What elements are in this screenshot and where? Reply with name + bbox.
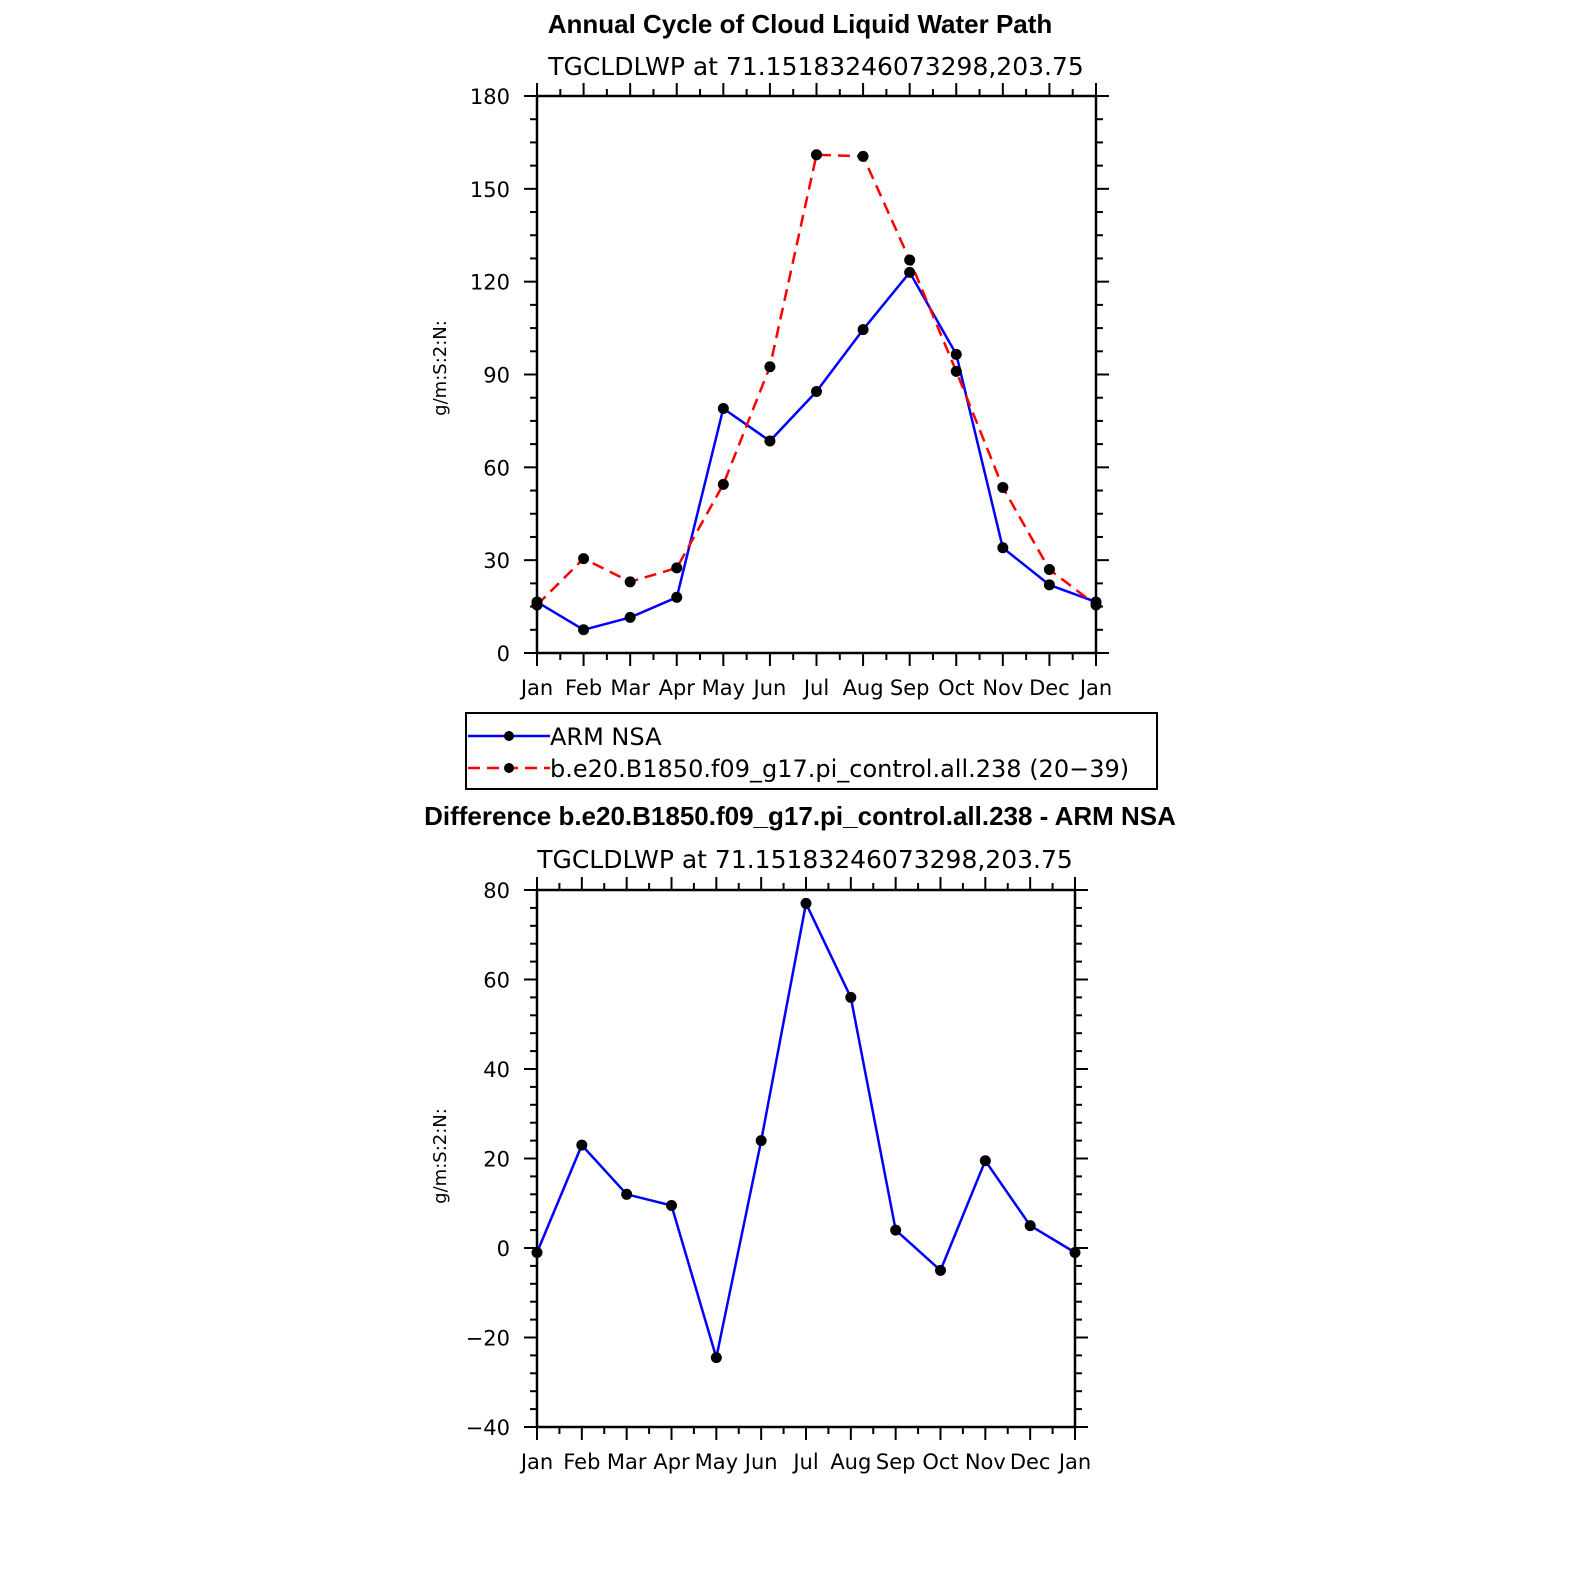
y-tick-label: 0 bbox=[496, 642, 510, 666]
chart-subtitle: TGCLDLWP at 71.15183246073298,203.75 bbox=[537, 845, 1073, 874]
x-tick-label: Jan bbox=[1079, 676, 1113, 700]
y-axis-label: g/m:S:2:N: bbox=[430, 1108, 451, 1204]
data-point bbox=[890, 1225, 901, 1236]
data-point bbox=[718, 403, 729, 414]
x-tick-label: Jan bbox=[520, 1450, 554, 1474]
y-tick-label: −20 bbox=[465, 1326, 510, 1351]
x-tick-label: Mar bbox=[610, 676, 650, 700]
data-point bbox=[671, 592, 682, 603]
x-tick-label: Jul bbox=[803, 676, 830, 700]
y-tick-label: 120 bbox=[469, 270, 510, 295]
x-tick-label: Feb bbox=[563, 1450, 601, 1474]
x-tick-label: Aug bbox=[842, 676, 884, 700]
data-point bbox=[858, 324, 869, 335]
data-point bbox=[625, 576, 636, 587]
difference-panel bbox=[424, 801, 1176, 1474]
x-tick-label: Mar bbox=[606, 1450, 647, 1474]
data-point bbox=[756, 1135, 767, 1146]
data-point bbox=[845, 992, 856, 1003]
data-point bbox=[811, 386, 822, 397]
legend bbox=[466, 713, 1157, 789]
data-point bbox=[811, 149, 822, 160]
data-point bbox=[951, 349, 962, 360]
chart-subtitle: TGCLDLWP at 71.15183246073298,203.75 bbox=[548, 52, 1084, 81]
y-tick-label: 60 bbox=[483, 456, 510, 481]
x-tick-label: Jan bbox=[520, 676, 554, 700]
x-tick-label: Nov bbox=[964, 1450, 1006, 1474]
x-tick-label: Apr bbox=[658, 676, 695, 700]
p2-series-group bbox=[532, 898, 1081, 1363]
y-tick-label: 180 bbox=[469, 85, 510, 109]
data-point bbox=[666, 1200, 677, 1211]
p1-axes bbox=[470, 83, 1112, 700]
legend-marker-arm-nsa bbox=[504, 731, 514, 741]
data-point bbox=[625, 612, 636, 623]
data-point bbox=[532, 600, 543, 611]
data-point bbox=[671, 562, 682, 573]
x-tick-label: Jun bbox=[753, 676, 787, 700]
y-tick-label: 60 bbox=[483, 968, 510, 993]
x-tick-label: Aug bbox=[830, 1450, 872, 1474]
x-tick-label: Dec bbox=[1029, 676, 1070, 700]
x-tick-label: Oct bbox=[922, 1450, 959, 1474]
data-point bbox=[1025, 1220, 1036, 1231]
data-point bbox=[576, 1140, 587, 1151]
y-tick-label: −40 bbox=[465, 1416, 510, 1440]
y-tick-label: 30 bbox=[483, 549, 510, 574]
data-point bbox=[1091, 600, 1102, 611]
data-point bbox=[951, 366, 962, 377]
data-point bbox=[578, 553, 589, 564]
chart-title: Annual Cycle of Cloud Liquid Water Path bbox=[547, 9, 1053, 39]
plot-frame bbox=[537, 890, 1075, 1427]
data-point bbox=[935, 1265, 946, 1276]
data-point bbox=[980, 1155, 991, 1166]
plot-frame bbox=[537, 96, 1096, 653]
chart-title: Difference b.e20.B1850.f09_g17.pi_control.all.238 - ARM NSA bbox=[424, 801, 1176, 831]
x-tick-label: Feb bbox=[564, 676, 603, 700]
y-tick-label: 20 bbox=[483, 1147, 510, 1172]
data-point bbox=[578, 624, 589, 635]
data-point bbox=[904, 255, 915, 266]
x-tick-label: Sep bbox=[875, 1450, 916, 1474]
x-tick-label: Jan bbox=[1058, 1450, 1092, 1474]
data-point bbox=[718, 479, 729, 490]
data-point bbox=[997, 542, 1008, 553]
data-point bbox=[764, 436, 775, 447]
y-tick-label: 0 bbox=[496, 1237, 510, 1261]
data-point bbox=[711, 1352, 722, 1363]
data-point bbox=[997, 482, 1008, 493]
legend-label-model: b.e20.B1850.f09_g17.pi_control.all.238 (20−39) bbox=[550, 755, 1130, 783]
y-tick-label: 40 bbox=[483, 1058, 510, 1082]
legend-marker-model bbox=[504, 763, 514, 773]
data-point bbox=[532, 1247, 543, 1258]
data-point bbox=[764, 361, 775, 372]
y-tick-label: 80 bbox=[483, 879, 510, 903]
x-tick-label: May bbox=[694, 1450, 739, 1474]
x-tick-label: Jul bbox=[793, 1450, 819, 1474]
y-axis-label: g/m:S:2:N: bbox=[430, 320, 451, 416]
data-point bbox=[621, 1189, 632, 1200]
data-point bbox=[1044, 579, 1055, 590]
data-point bbox=[801, 898, 812, 909]
x-tick-label: Dec bbox=[1009, 1450, 1051, 1474]
data-point bbox=[904, 267, 915, 278]
p1-series-group bbox=[532, 149, 1102, 635]
x-tick-label: Apr bbox=[653, 1450, 690, 1474]
x-tick-label: Nov bbox=[982, 676, 1024, 700]
series-line-1-2 bbox=[537, 155, 1096, 605]
legend-label-arm-nsa: ARM NSA bbox=[550, 723, 662, 751]
x-tick-label: May bbox=[701, 676, 746, 700]
x-tick-label: Oct bbox=[938, 676, 975, 700]
data-point bbox=[1044, 564, 1055, 575]
data-point bbox=[858, 151, 869, 162]
data-point bbox=[1070, 1247, 1081, 1258]
x-tick-label: Jun bbox=[744, 1450, 778, 1474]
series-line-2-1 bbox=[537, 903, 1075, 1357]
x-tick-label: Sep bbox=[889, 676, 930, 700]
annual-cycle-panel bbox=[430, 9, 1157, 789]
p2-axes bbox=[466, 877, 1092, 1474]
y-tick-label: 90 bbox=[483, 363, 510, 388]
y-tick-label: 150 bbox=[469, 177, 510, 202]
